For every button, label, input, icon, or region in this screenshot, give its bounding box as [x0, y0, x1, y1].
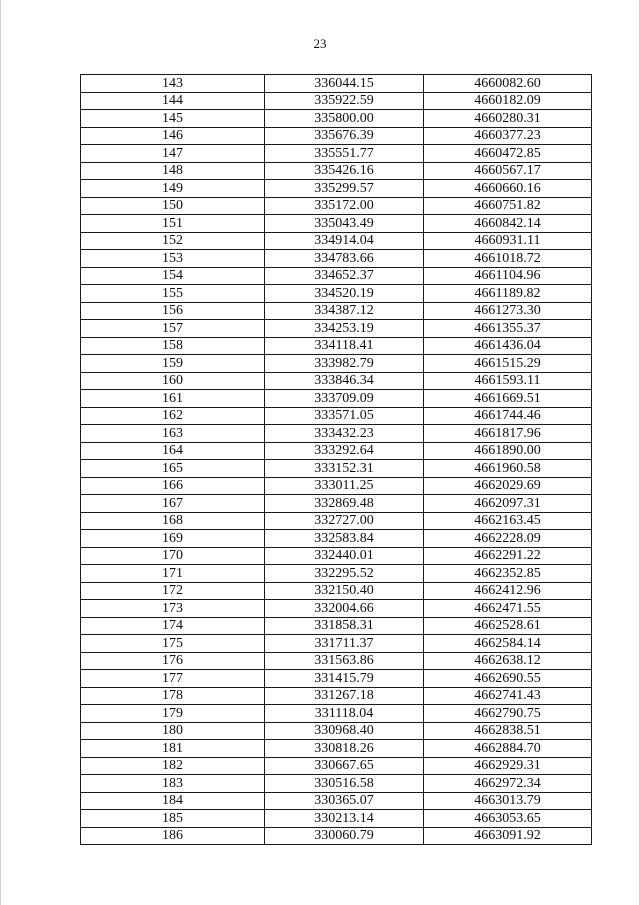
table-row [81, 740, 592, 758]
y-coordinate-cell: 4660751.82 [424, 197, 592, 215]
y-coordinate-cell: 4662097.31 [424, 495, 592, 513]
table-row [81, 337, 592, 355]
x-coordinate-cell: 335426.16 [265, 162, 424, 180]
y-coordinate-cell: 4661355.37 [424, 320, 592, 338]
table-row [81, 267, 592, 285]
point-number-cell: 175 [81, 635, 265, 653]
table-row [81, 215, 592, 233]
table-row [81, 565, 592, 583]
point-number-cell: 154 [81, 267, 265, 285]
point-number-cell: 144 [81, 92, 265, 110]
y-coordinate-cell: 4663013.79 [424, 792, 592, 810]
table-row [81, 757, 592, 775]
y-coordinate-cell: 4662528.61 [424, 617, 592, 635]
y-coordinate-cell: 4660567.17 [424, 162, 592, 180]
y-coordinate-cell: 4661018.72 [424, 250, 592, 268]
point-number-cell: 164 [81, 442, 265, 460]
table-row [81, 145, 592, 163]
table-row [81, 320, 592, 338]
x-coordinate-cell: 330667.65 [265, 757, 424, 775]
point-number-cell: 177 [81, 670, 265, 688]
point-number-cell: 180 [81, 722, 265, 740]
y-coordinate-cell: 4660660.16 [424, 180, 592, 198]
point-number-cell: 145 [81, 110, 265, 128]
table-row [81, 232, 592, 250]
table-row [81, 302, 592, 320]
point-number-cell: 184 [81, 792, 265, 810]
point-number-cell: 156 [81, 302, 265, 320]
point-number-cell: 171 [81, 565, 265, 583]
y-coordinate-cell: 4661436.04 [424, 337, 592, 355]
table-row [81, 495, 592, 513]
table-row [81, 670, 592, 688]
y-coordinate-cell: 4662690.55 [424, 670, 592, 688]
x-coordinate-cell: 334652.37 [265, 267, 424, 285]
table-row [81, 512, 592, 530]
y-coordinate-cell: 4662972.34 [424, 775, 592, 793]
point-number-cell: 168 [81, 512, 265, 530]
x-coordinate-cell: 330818.26 [265, 740, 424, 758]
y-coordinate-cell: 4662412.96 [424, 582, 592, 600]
point-number-cell: 163 [81, 425, 265, 443]
y-coordinate-cell: 4661960.58 [424, 460, 592, 478]
point-number-cell: 185 [81, 810, 265, 828]
point-number-cell: 151 [81, 215, 265, 233]
table-row [81, 810, 592, 828]
x-coordinate-cell: 335172.00 [265, 197, 424, 215]
table-row [81, 425, 592, 443]
x-coordinate-cell: 331563.86 [265, 652, 424, 670]
y-coordinate-cell: 4661515.29 [424, 355, 592, 373]
y-coordinate-cell: 4662352.85 [424, 565, 592, 583]
table-row [81, 652, 592, 670]
table-row [81, 582, 592, 600]
table-row [81, 477, 592, 495]
y-coordinate-cell: 4661744.46 [424, 407, 592, 425]
point-number-cell: 182 [81, 757, 265, 775]
table-row [81, 635, 592, 653]
y-coordinate-cell: 4662471.55 [424, 600, 592, 618]
table-row [81, 75, 592, 93]
point-number-cell: 160 [81, 372, 265, 390]
table-row [81, 180, 592, 198]
y-coordinate-cell: 4661189.82 [424, 285, 592, 303]
y-coordinate-cell: 4662163.45 [424, 512, 592, 530]
x-coordinate-cell: 332150.40 [265, 582, 424, 600]
x-coordinate-cell: 333292.64 [265, 442, 424, 460]
y-coordinate-cell: 4660182.09 [424, 92, 592, 110]
y-coordinate-cell: 4661104.96 [424, 267, 592, 285]
point-number-cell: 179 [81, 705, 265, 723]
x-coordinate-cell: 332869.48 [265, 495, 424, 513]
point-number-cell: 146 [81, 127, 265, 145]
x-coordinate-cell: 335551.77 [265, 145, 424, 163]
x-coordinate-cell: 334783.66 [265, 250, 424, 268]
table-row [81, 390, 592, 408]
point-number-cell: 176 [81, 652, 265, 670]
coordinates-table-body [81, 75, 592, 845]
x-coordinate-cell: 333571.05 [265, 407, 424, 425]
table-row [81, 530, 592, 548]
table-row [81, 162, 592, 180]
x-coordinate-cell: 332583.84 [265, 530, 424, 548]
x-coordinate-cell: 334520.19 [265, 285, 424, 303]
table-row [81, 827, 592, 845]
table-row [81, 197, 592, 215]
point-number-cell: 173 [81, 600, 265, 618]
coordinates-table [80, 74, 592, 845]
table-row [81, 547, 592, 565]
y-coordinate-cell: 4661817.96 [424, 425, 592, 443]
point-number-cell: 143 [81, 75, 265, 93]
x-coordinate-cell: 335043.49 [265, 215, 424, 233]
point-number-cell: 152 [81, 232, 265, 250]
y-coordinate-cell: 4661669.51 [424, 390, 592, 408]
point-number-cell: 166 [81, 477, 265, 495]
table-row [81, 250, 592, 268]
y-coordinate-cell: 4662884.70 [424, 740, 592, 758]
page-edge-left [0, 0, 1, 905]
x-coordinate-cell: 331415.79 [265, 670, 424, 688]
x-coordinate-cell: 334253.19 [265, 320, 424, 338]
point-number-cell: 150 [81, 197, 265, 215]
point-number-cell: 147 [81, 145, 265, 163]
y-coordinate-cell: 4662790.75 [424, 705, 592, 723]
x-coordinate-cell: 336044.15 [265, 75, 424, 93]
y-coordinate-cell: 4662291.22 [424, 547, 592, 565]
table-row [81, 792, 592, 810]
x-coordinate-cell: 330968.40 [265, 722, 424, 740]
y-coordinate-cell: 4662584.14 [424, 635, 592, 653]
table-row [81, 460, 592, 478]
x-coordinate-cell: 333011.25 [265, 477, 424, 495]
x-coordinate-cell: 335922.59 [265, 92, 424, 110]
table-row [81, 110, 592, 128]
x-coordinate-cell: 333432.23 [265, 425, 424, 443]
point-number-cell: 186 [81, 827, 265, 845]
table-row [81, 407, 592, 425]
x-coordinate-cell: 331711.37 [265, 635, 424, 653]
point-number-cell: 170 [81, 547, 265, 565]
point-number-cell: 148 [81, 162, 265, 180]
point-number-cell: 161 [81, 390, 265, 408]
table-row [81, 372, 592, 390]
point-number-cell: 174 [81, 617, 265, 635]
y-coordinate-cell: 4660377.23 [424, 127, 592, 145]
point-number-cell: 157 [81, 320, 265, 338]
y-coordinate-cell: 4660931.11 [424, 232, 592, 250]
table-row [81, 705, 592, 723]
x-coordinate-cell: 333982.79 [265, 355, 424, 373]
x-coordinate-cell: 330060.79 [265, 827, 424, 845]
point-number-cell: 162 [81, 407, 265, 425]
x-coordinate-cell: 335800.00 [265, 110, 424, 128]
y-coordinate-cell: 4661593.11 [424, 372, 592, 390]
y-coordinate-cell: 4662838.51 [424, 722, 592, 740]
table-row [81, 687, 592, 705]
y-coordinate-cell: 4662741.43 [424, 687, 592, 705]
x-coordinate-cell: 330213.14 [265, 810, 424, 828]
point-number-cell: 183 [81, 775, 265, 793]
x-coordinate-cell: 334914.04 [265, 232, 424, 250]
x-coordinate-cell: 333846.34 [265, 372, 424, 390]
x-coordinate-cell: 333152.31 [265, 460, 424, 478]
y-coordinate-cell: 4660082.60 [424, 75, 592, 93]
point-number-cell: 153 [81, 250, 265, 268]
x-coordinate-cell: 334118.41 [265, 337, 424, 355]
x-coordinate-cell: 332727.00 [265, 512, 424, 530]
point-number-cell: 159 [81, 355, 265, 373]
table-row [81, 722, 592, 740]
table-row [81, 617, 592, 635]
y-coordinate-cell: 4662638.12 [424, 652, 592, 670]
x-coordinate-cell: 335299.57 [265, 180, 424, 198]
x-coordinate-cell: 331267.18 [265, 687, 424, 705]
y-coordinate-cell: 4660472.85 [424, 145, 592, 163]
y-coordinate-cell: 4663091.92 [424, 827, 592, 845]
y-coordinate-cell: 4660842.14 [424, 215, 592, 233]
x-coordinate-cell: 332295.52 [265, 565, 424, 583]
x-coordinate-cell: 334387.12 [265, 302, 424, 320]
x-coordinate-cell: 335676.39 [265, 127, 424, 145]
x-coordinate-cell: 331118.04 [265, 705, 424, 723]
y-coordinate-cell: 4662929.31 [424, 757, 592, 775]
x-coordinate-cell: 332004.66 [265, 600, 424, 618]
point-number-cell: 172 [81, 582, 265, 600]
point-number-cell: 169 [81, 530, 265, 548]
table-row [81, 92, 592, 110]
x-coordinate-cell: 333709.09 [265, 390, 424, 408]
x-coordinate-cell: 332440.01 [265, 547, 424, 565]
point-number-cell: 181 [81, 740, 265, 758]
x-coordinate-cell: 331858.31 [265, 617, 424, 635]
point-number-cell: 178 [81, 687, 265, 705]
page-number: 23 [313, 36, 327, 51]
y-coordinate-cell: 4661890.00 [424, 442, 592, 460]
y-coordinate-cell: 4662029.69 [424, 477, 592, 495]
table-row [81, 285, 592, 303]
x-coordinate-cell: 330516.58 [265, 775, 424, 793]
point-number-cell: 167 [81, 495, 265, 513]
point-number-cell: 158 [81, 337, 265, 355]
y-coordinate-cell: 4660280.31 [424, 110, 592, 128]
y-coordinate-cell: 4663053.65 [424, 810, 592, 828]
point-number-cell: 155 [81, 285, 265, 303]
x-coordinate-cell: 330365.07 [265, 792, 424, 810]
table-row [81, 775, 592, 793]
table-row [81, 355, 592, 373]
y-coordinate-cell: 4662228.09 [424, 530, 592, 548]
table-row [81, 127, 592, 145]
y-coordinate-cell: 4661273.30 [424, 302, 592, 320]
table-row [81, 442, 592, 460]
point-number-cell: 149 [81, 180, 265, 198]
table-row [81, 600, 592, 618]
point-number-cell: 165 [81, 460, 265, 478]
